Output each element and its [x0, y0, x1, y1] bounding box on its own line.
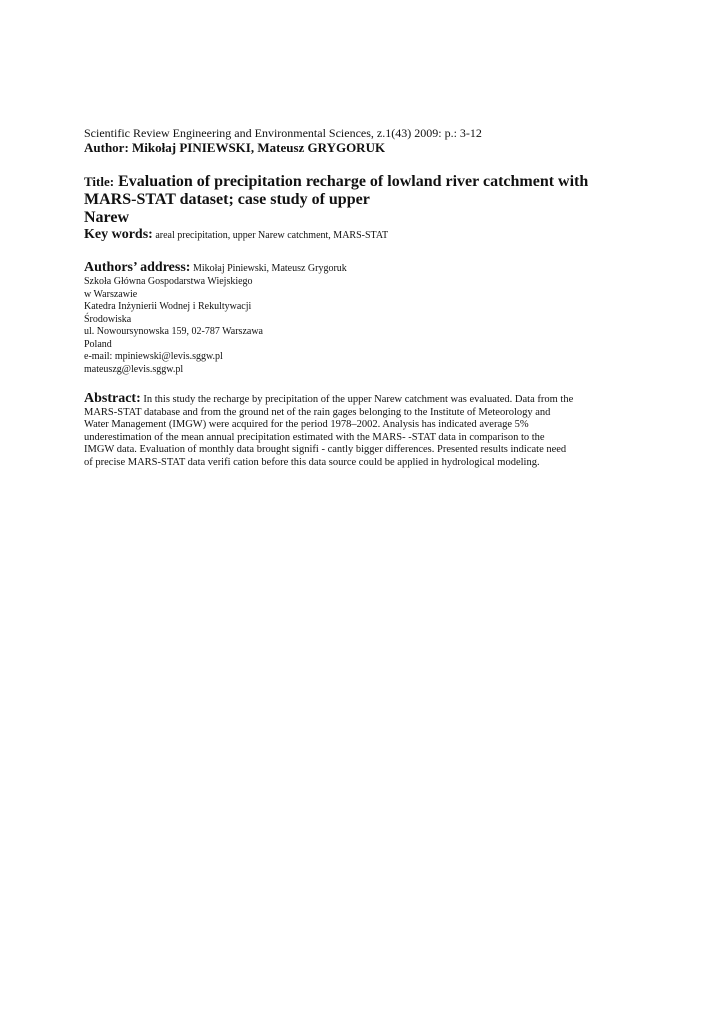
abstract-label: Abstract: [84, 391, 141, 406]
author-label: Author: [84, 140, 129, 155]
abstract-line: of precise MARS-STAT data verifi cation before this data source could be applied in hydrological modeling. [84, 456, 540, 468]
abstract-block [84, 393, 636, 469]
keywords-line [84, 227, 636, 243]
address-line: w Warszawie [84, 288, 138, 300]
address-line: ul. Nowoursynowska 159, 02-787 Warszawa [84, 326, 263, 337]
abstract-line: MARS-STAT database and from the ground net of the rain gages belonging to the Institute of Meteorology and [84, 406, 551, 418]
abstract-line: In this study the recharge by precipitation of the upper Narew catchment was evaluated. Data from the [143, 394, 574, 405]
abstract-line: Water Management (IMGW) were acquired for the period 1978–2002. Analysis has indicated average 5% [84, 419, 529, 430]
abstract-line: underestimation of the mean annual precipitation estimated with the MARS- -STAT data in comparison to the [84, 431, 545, 443]
address-label: Authors’ address: [84, 260, 191, 275]
title-label: Title: [84, 174, 115, 189]
title-line-1: Evaluation of precipitation recharge of lowland river catchment with [118, 173, 589, 190]
title-block [84, 173, 636, 227]
abstract-line: IMGW data. Evaluation of monthly data brought signifi - cantly bigger differences. Presented results indicate need [84, 444, 567, 455]
email-link[interactable]: e-mail: mpiniewski@levis.sggw.pl [84, 351, 223, 362]
address-names: Mikołaj Piniewski, Mateusz Grygoruk [192, 263, 347, 274]
title-line-2: MARS-STAT dataset; case study of upper [84, 191, 370, 208]
address-line: Katedra Inżynierii Wodnej i Rekultywacji [84, 301, 252, 312]
email-link[interactable]: mateuszg@levis.sggw.pl [84, 363, 184, 375]
address-line: Poland [84, 338, 112, 350]
keywords-text: areal precipitation, upper Narew catchment, MARS-STAT [155, 230, 389, 241]
author-line [84, 140, 636, 156]
title-line-3: Narew [84, 209, 130, 226]
document-page [84, 127, 636, 469]
author-names: Mikołaj PINIEWSKI, Mateusz GRYGORUK [132, 140, 386, 155]
keywords-label: Key words: [84, 227, 153, 242]
journal-reference: Scientific Review Engineering and Environmental Sciences, z.1(43) 2009: p.: 3-12 [84, 126, 482, 140]
address-line: Szkoła Główna Gospodarstwa Wiejskiego [84, 276, 253, 287]
address-line: Środowiska [84, 313, 132, 325]
address-block [84, 260, 636, 376]
